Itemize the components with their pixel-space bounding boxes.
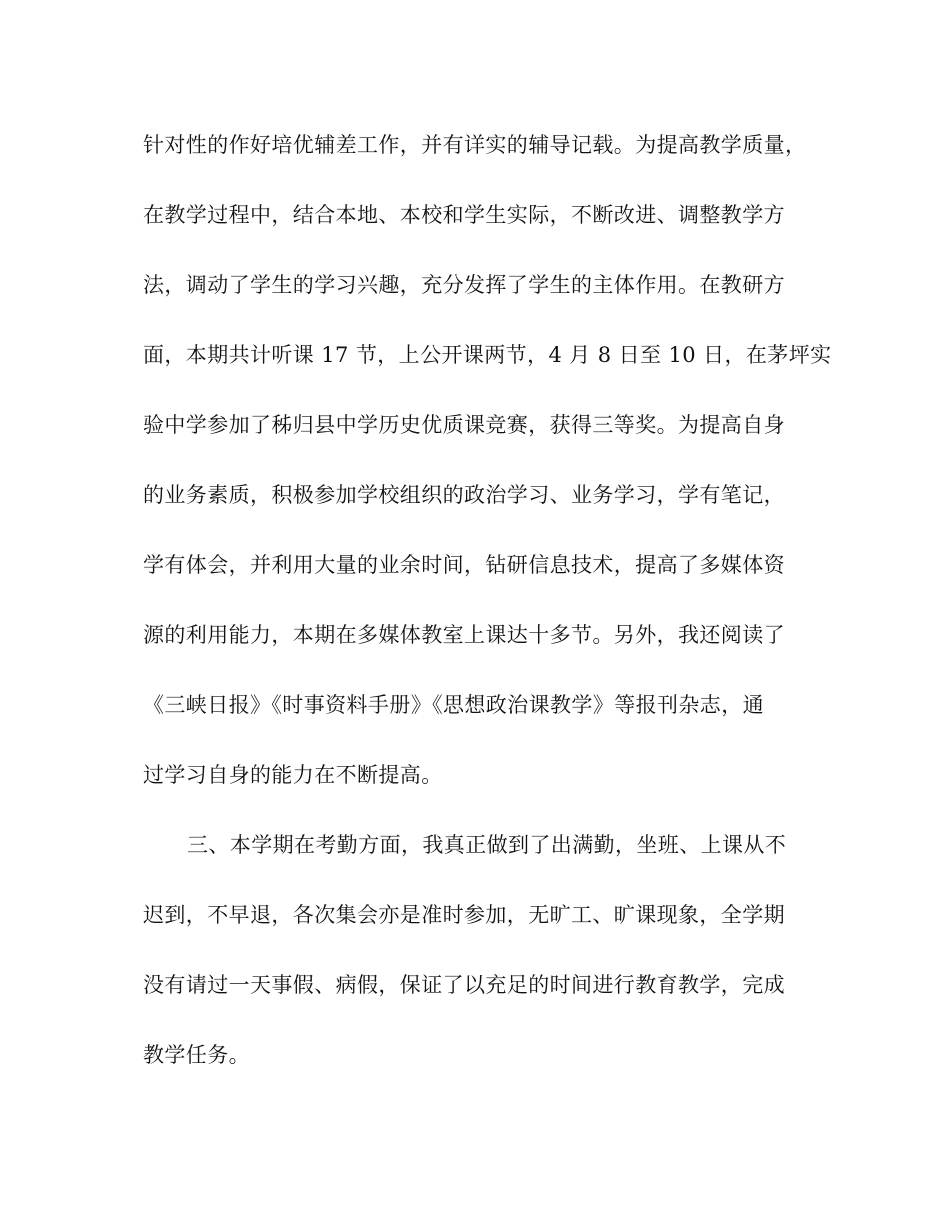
text-line-9: 《三峡日报》《时事资料手册》《思想政治课教学》等报刊杂志，通 [143, 693, 764, 717]
text-line-3: 法，调动了学生的学习兴趣，充分发挥了学生的主体作用。在教研方 [143, 273, 785, 297]
text-line-10: 过学习自身的能力在不断提高。 [143, 763, 443, 787]
text-line-2: 在教学过程中，结合本地、本校和学生实际，不断改进、调整教学方 [143, 203, 785, 227]
text-line-8: 源的利用能力，本期在多媒体教室上课达十多节。另外，我还阅读了 [143, 623, 785, 647]
text-line-14: 教学任务。 [143, 1043, 250, 1067]
text-line-5: 验中学参加了秭归县中学历史优质课竞赛，获得三等奖。为提高自身 [143, 413, 785, 437]
text-line-12: 迟到，不早退，各次集会亦是准时参加，无旷工、旷课现象，全学期 [143, 903, 785, 927]
text-line-4: 面，本期共计听课 17 节，上公开课两节，4 月 8 日至 10 日，在茅坪实 [143, 343, 832, 367]
text-line-13: 没有请过一天事假、病假，保证了以充足的时间进行教育教学，完成 [143, 973, 785, 997]
text-line-7: 学有体会，并利用大量的业余时间，钻研信息技术，提高了多媒体资 [143, 553, 785, 577]
text-line-1: 针对性的作好培优辅差工作，并有详实的辅导记载。为提高教学质量， [143, 133, 807, 157]
text-line-11: 三、本学期在考勤方面，我真正做到了出满勤，坐班、上课从不 [187, 833, 787, 857]
text-line-6: 的业务素质，积极参加学校组织的政治学习、业务学习，学有笔记， [143, 483, 785, 507]
